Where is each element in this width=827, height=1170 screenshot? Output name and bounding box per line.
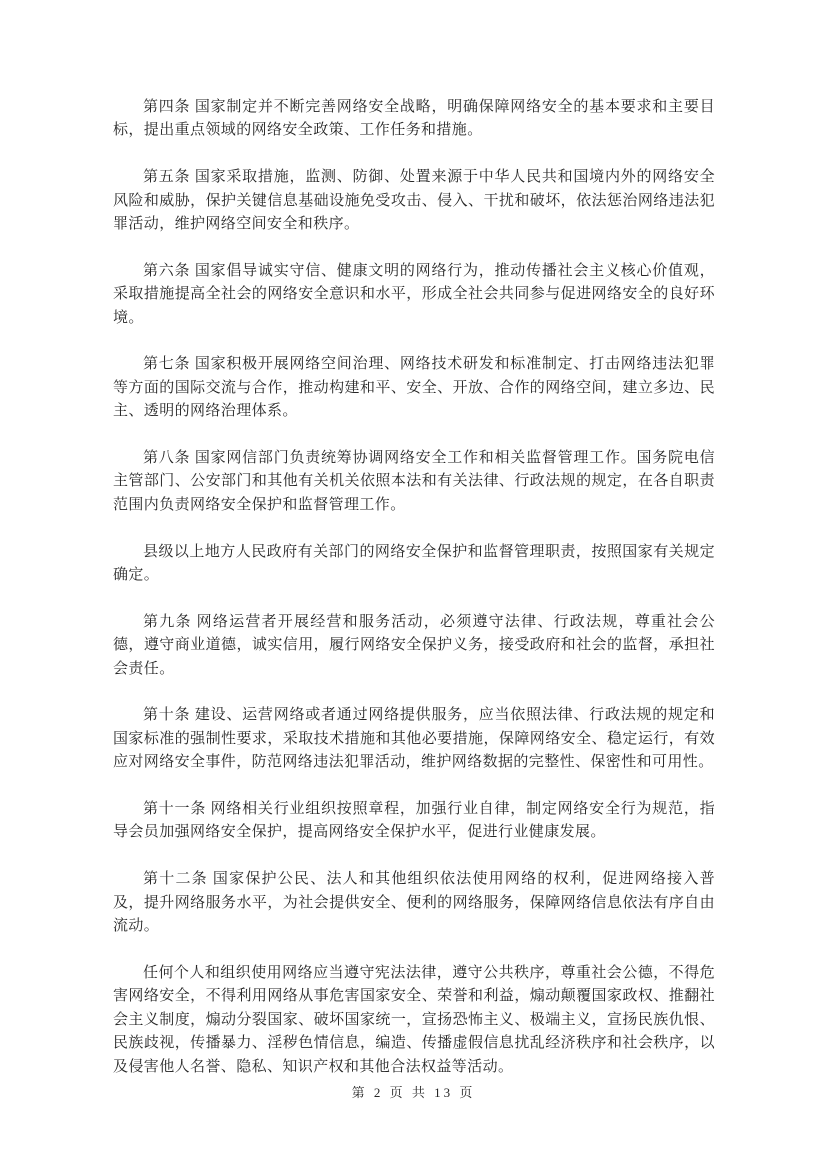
- page-number: 第 2 页 共 13 页: [351, 1085, 476, 1100]
- paragraph-article-7: 第七条 国家积极开展网络空间治理、网络技术研发和标准制定、打击网络违法犯罪等方面的国际交流与合作，推动构建和平、安全、开放、合作的网络空间，建立多边、民主、透明的网络治理体系。: [113, 356, 715, 420]
- paragraph-article-11: 第十一条 网络相关行业组织按照章程，加强行业自律，制定网络安全行为规范，指导会员加强网络安全保护，提高网络安全保护水平，促进行业健康发展。: [113, 801, 715, 841]
- paragraph-article-9: 第九条 网络运营者开展经营和服务活动，必须遵守法律、行政法规，尊重社会公德，遵守商业道德，诚实信用，履行网络安全保护义务，接受政府和社会的监督，承担社会责任。: [113, 613, 715, 677]
- paragraph-article-8-clause-2: 县级以上地方人民政府有关部门的网络安全保护和监督管理职责，按照国家有关规定确定。: [113, 543, 715, 584]
- paragraph-article-6: 第六条 国家倡导诚实守信、健康文明的网络行为，推动传播社会主义核心价值观，采取措施提高全社会的网络安全意识和水平，形成全社会共同参与促进网络安全的良好环境。: [113, 262, 715, 326]
- paragraph-article-10: 第十条 建设、运营网络或者通过网络提供服务，应当依照法律、行政法规的规定和国家标准的强制性要求，采取技术措施和其他必要措施，保障网络安全、稳定运行，有效应对网络安全事件，防范网络违法犯罪活动，维护网络数据的完整性、保密性和可用性。: [113, 707, 715, 771]
- paragraph-article-4: 第四条 国家制定并不断完善网络安全战略，明确保障网络安全的基本要求和主要目标，提出重点领域的网络安全政策、工作任务和措施。: [113, 99, 715, 139]
- paragraph-article-5: 第五条 国家采取措施，监测、防御、处置来源于中华人民共和国境内外的网络安全风险和威胁，保护关键信息基础设施免受攻击、侵入、干扰和破坏，依法惩治网络违法犯罪活动，维护网络空间安全和秩序。: [113, 169, 715, 233]
- paragraph-article-12: 第十二条 国家保护公民、法人和其他组织依法使用网络的权利，促进网络接入普及，提升网络服务水平，为社会提供安全、便利的网络服务，保障网络信息依法有序自由流动。: [113, 871, 715, 935]
- document-body: [113, 96, 715, 1079]
- paragraph-article-8: 第八条 国家网信部门负责统筹协调网络安全工作和相关监督管理工作。国务院电信主管部门、公安部门和其他有关机关依照本法和有关法律、行政法规的规定，在各自职责范围内负责网络安全保护和监督管理工作。: [113, 450, 715, 513]
- paragraph-article-12-clause-2: 任何个人和组织使用网络应当遵守宪法法律，遵守公共秩序，尊重社会公德，不得危害网络安全，不得利用网络从事危害国家安全、荣誉和利益，煽动颠覆国家政权、推翻社会主义制度，煽动分裂国家、破坏国家统一，宣扬恐怖主义、极端主义，宣扬民族仇恨、民族歧视，传播暴力、淫秽色情信息，编造、传播虚假信息扰乱经济秩序和社会秩序，以及侵害他人名誉、隐私、知识产权和其他合法权益等活动。: [113, 964, 715, 1075]
